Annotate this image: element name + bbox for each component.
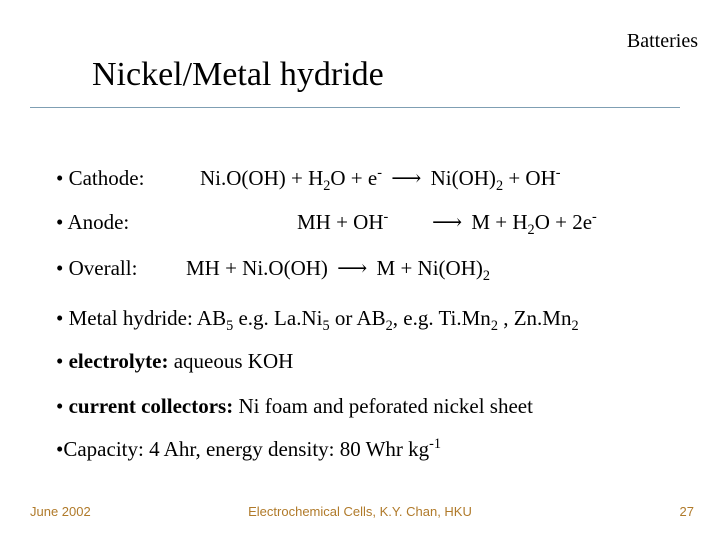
- cathode-rhs-subscript: 2: [495, 177, 504, 194]
- anode-lhs-superscript: -: [383, 209, 389, 226]
- metal-hydride-sub-3: 2: [385, 317, 393, 334]
- metal-hydride-sub-5: 2: [571, 317, 579, 334]
- footer-center-text: Electrochemical Cells, K.Y. Chan, HKU: [248, 504, 472, 519]
- overall-lhs: MH + Ni.O(OH): [186, 256, 328, 280]
- footer-date: June 2002: [30, 504, 91, 519]
- slide-topic: Batteries: [626, 30, 698, 52]
- overall-rhs: M + Ni(OH): [376, 256, 483, 280]
- cathode-equation: [200, 165, 561, 194]
- slide-title: Nickel/Metal hydride: [92, 56, 384, 93]
- cathode-label: • Cathode:: [56, 166, 145, 190]
- cathode-rhs-superscript: -: [555, 165, 561, 182]
- page-number: 27: [679, 504, 694, 519]
- cathode-rhs-part1: Ni(OH): [430, 166, 496, 190]
- electrolyte-bullet: [56, 349, 293, 374]
- overall-label: • Overall:: [56, 256, 138, 280]
- reaction-arrow-icon: ⟶: [432, 210, 463, 234]
- metal-hydride-text-2: e.g. La.Ni: [233, 306, 323, 330]
- anode-label: • Anode:: [56, 210, 130, 234]
- anode-rhs-subscript: 2: [527, 221, 535, 238]
- electrolyte-text: aqueous KOH: [168, 349, 294, 373]
- cathode-lhs-subscript: 2: [323, 177, 331, 194]
- metal-hydride-text-5: , Zn.Mn: [497, 306, 572, 330]
- capacity-bullet: [56, 437, 441, 462]
- anode-rhs-part1: M + H: [471, 210, 528, 234]
- anode-rhs: [428, 209, 597, 238]
- anode-rhs-superscript: -: [592, 209, 597, 226]
- anode-lhs: [297, 210, 388, 235]
- metal-hydride-sub-1: 5: [226, 317, 234, 334]
- metal-hydride-sub-4: 2: [490, 317, 498, 334]
- anode-lhs-text: MH + OH: [297, 210, 384, 234]
- cathode-lhs-part2: O + e: [330, 166, 378, 190]
- metal-hydride-text-3: or AB: [329, 306, 386, 330]
- metal-hydride-bullet: [56, 306, 579, 334]
- bullet-marker: •: [56, 349, 69, 373]
- metal-hydride-text-4: , e.g. Ti.Mn: [392, 306, 491, 330]
- title-divider: [30, 107, 680, 108]
- reaction-arrow-icon: ⟶: [391, 166, 422, 190]
- cathode-lhs-superscript: -: [377, 165, 382, 182]
- electrolyte-heading: electrolyte:: [68, 349, 169, 373]
- cathode-rhs-part2: + OH: [503, 166, 556, 190]
- bullet-marker: •: [56, 394, 69, 418]
- collectors-text: Ni foam and peforated nickel sheet: [233, 394, 533, 418]
- cathode-lhs-part1: Ni.O(OH) + H: [200, 166, 324, 190]
- collectors-bullet: [56, 394, 533, 419]
- metal-hydride-sub-2: 5: [322, 317, 330, 334]
- capacity-text: •Capacity: 4 Ahr, energy density: 80 Whr kg: [56, 437, 430, 461]
- anode-rhs-part2: O + 2e: [534, 210, 593, 234]
- reaction-arrow-icon: ⟶: [337, 256, 368, 280]
- overall-equation: [186, 256, 491, 284]
- collectors-heading: current collectors:: [68, 394, 234, 418]
- overall-rhs-subscript: 2: [482, 267, 491, 284]
- capacity-superscript: -1: [429, 436, 442, 453]
- metal-hydride-text-1: • Metal hydride: AB: [56, 306, 227, 330]
